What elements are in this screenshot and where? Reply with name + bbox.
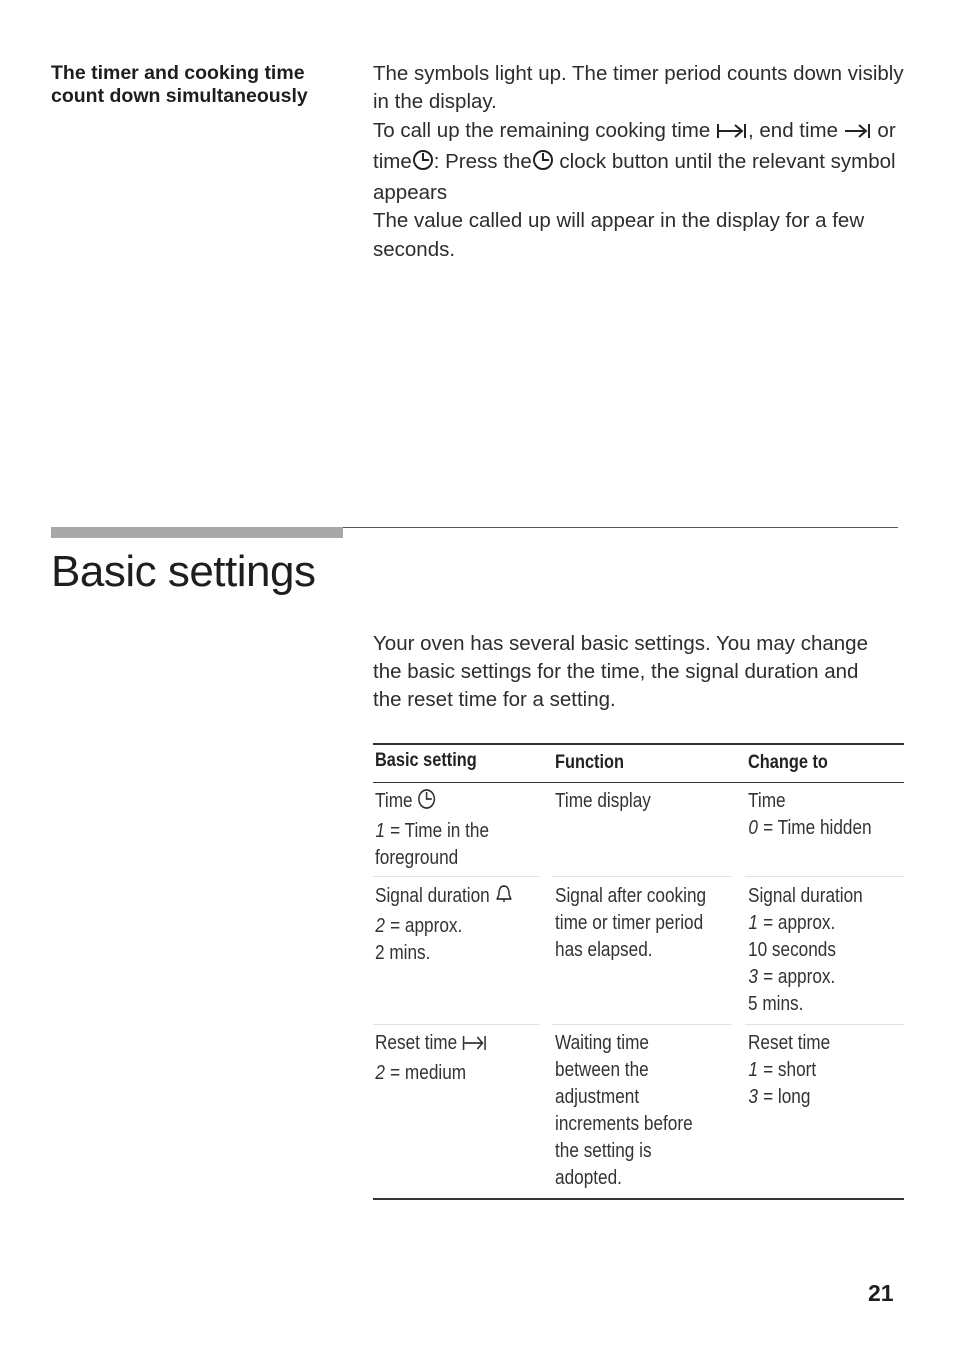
table-cell-function (555, 883, 706, 964)
section-title: Basic settings (51, 547, 316, 596)
row-separator (552, 1024, 732, 1025)
row-separator (373, 1024, 540, 1025)
cooking-time-icon (716, 120, 748, 148)
setting-line: = medium (385, 1062, 467, 1084)
change-line: = Time hidden (758, 817, 872, 839)
function-line: adopted. (555, 1167, 622, 1189)
header-basic-setting: Basic setting (375, 750, 477, 771)
paragraph-value-display: The value called up will appear in the display for a few seconds. (373, 209, 865, 261)
section-rule (343, 527, 898, 528)
display-digit: 3 (748, 1086, 758, 1108)
table-cell-change-to (748, 788, 872, 842)
table-cell-setting (375, 788, 489, 872)
display-digit: 1 (375, 820, 385, 842)
text-fragment: clock button until the relevant symbol appears (373, 149, 896, 205)
text-fragment: , end time (748, 118, 844, 142)
setting-name: Signal duration (375, 885, 490, 907)
change-line: = approx. (758, 912, 836, 934)
display-digit: 2 (375, 915, 385, 937)
row-separator (745, 876, 904, 877)
row-separator (552, 876, 732, 877)
paragraph-call-up-values (373, 117, 913, 208)
setting-name: Reset time (375, 1032, 458, 1054)
setting-line: = approx. (385, 915, 463, 937)
display-digit: 2 (375, 1062, 385, 1084)
function-line: increments before (555, 1113, 693, 1135)
table-bottom-rule (373, 1198, 904, 1200)
function-line: has elapsed. (555, 939, 653, 961)
change-line: 5 mins. (748, 993, 804, 1015)
function-line: between the (555, 1059, 649, 1081)
setting-line: = Time in the (385, 820, 490, 842)
change-line: Time (748, 790, 786, 812)
page-number: 21 (868, 1280, 894, 1306)
section-intro: Your oven has several basic settings. You may change the basic settings for the time, the signal duration and the reset time for a setting. (373, 632, 868, 711)
text-fragment: To call up the remaining cooking time (373, 118, 716, 142)
display-digit: 0 (748, 817, 758, 839)
change-line: Signal duration (748, 885, 863, 907)
table-cell-change-to (748, 1030, 830, 1111)
header-change-to: Change to (748, 752, 828, 773)
display-digit: 1 (748, 1059, 758, 1081)
display-digit: 3 (748, 966, 758, 988)
table-cell-setting (375, 1030, 488, 1087)
section-side-heading: The timer and cooking time count down simultaneously (51, 62, 308, 107)
setting-line: 2 mins. (375, 942, 431, 964)
function-line: adjustment (555, 1086, 640, 1108)
table-cell-setting (375, 883, 513, 967)
paragraph-symbols-light-up: The symbols light up. The timer period counts down visibly in the display. (373, 62, 904, 114)
header-function: Function (555, 752, 624, 773)
function-line: time or timer period (555, 912, 704, 934)
function-line: Signal after cooking (555, 885, 707, 907)
section-rule-accent (51, 527, 343, 538)
end-time-icon (844, 120, 872, 148)
duration-arrow-icon (462, 1033, 488, 1060)
text-fragment: : Press the (433, 149, 532, 173)
function-line: the setting is (555, 1140, 652, 1162)
clock-icon (412, 149, 434, 179)
row-separator (373, 876, 540, 877)
table-cell-function (555, 788, 651, 815)
table-cell-function (555, 1030, 693, 1192)
text-fragment: or time (373, 118, 896, 173)
bell-icon (495, 883, 514, 913)
change-line: 10 seconds (748, 939, 836, 961)
table-header-rule (373, 782, 904, 783)
change-line: = long (758, 1086, 811, 1108)
setting-line: foreground (375, 847, 459, 869)
table-cell-change-to (748, 883, 863, 1018)
function-line: Time display (555, 790, 651, 812)
table-top-rule (373, 743, 904, 745)
change-line: Reset time (748, 1032, 831, 1054)
timer-explanation (373, 60, 913, 264)
clock-icon (532, 149, 554, 179)
function-line: Waiting time (555, 1032, 649, 1054)
row-separator (745, 1024, 904, 1025)
setting-name: Time (375, 790, 413, 812)
display-digit: 1 (748, 912, 758, 934)
change-line: = approx. (758, 966, 836, 988)
change-line: = short (758, 1059, 817, 1081)
clock-icon (417, 788, 436, 818)
